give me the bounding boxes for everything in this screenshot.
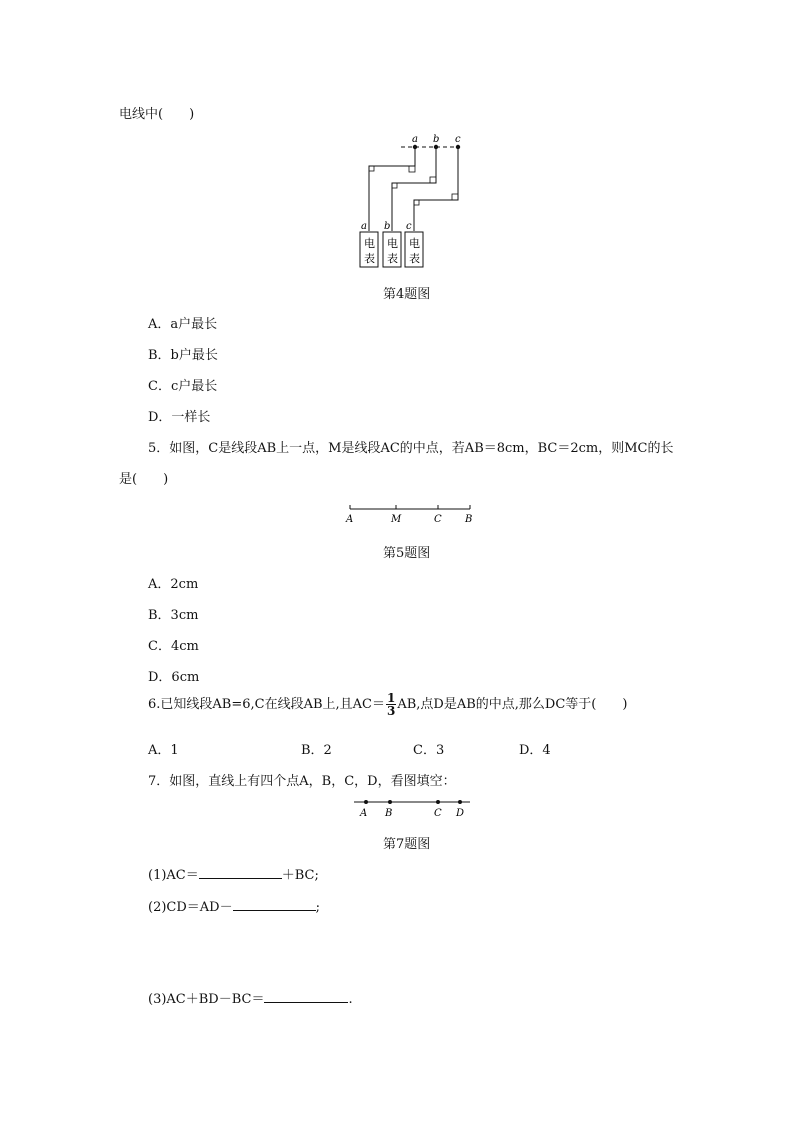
answer-blank-1[interactable] — [199, 864, 282, 879]
q6-stem — [148, 692, 627, 717]
point-label-B: B — [385, 808, 393, 819]
q4-option-b: B．b户最长 — [148, 348, 218, 363]
point-label-C: C — [434, 514, 442, 525]
q6-text-after: AB,点D是AB的中点,那么DC等于( ) — [397, 697, 628, 712]
meter-a-char1: 电 — [364, 237, 375, 250]
q5-stem-line1: 5．如图，C是线段AB上一点，M是线段AC的中点，若AB＝8cm，BC＝2cm，则MC的长 — [148, 441, 674, 456]
q5-option-c: C．4cm — [148, 639, 199, 654]
meter-b-char2: 表 — [387, 252, 398, 265]
label-top-b: b — [433, 134, 440, 145]
q6-option-c: C．3 — [413, 743, 445, 758]
q7-item3-prefix: (3)AC＋BD－BC＝ — [148, 992, 265, 1007]
answer-blank-2[interactable] — [233, 896, 316, 911]
figure-7-diagram — [350, 796, 475, 820]
figure-4-diagram — [355, 128, 475, 273]
label-top-c: c — [455, 134, 461, 145]
q7-item2-suffix: ; — [315, 900, 320, 915]
figure-4-caption: 第4题图 — [383, 287, 431, 302]
q4-option-a: A．a户最长 — [148, 317, 218, 332]
point-B — [388, 800, 392, 804]
q5-option-d: D．6cm — [148, 670, 200, 685]
label-meter-a: a — [361, 221, 367, 232]
q7-item-2 — [148, 896, 320, 915]
label-meter-c: c — [406, 221, 412, 232]
figure-7-caption: 第7题图 — [383, 837, 431, 852]
point-A — [364, 800, 368, 804]
point-label-A: A — [346, 514, 354, 525]
label-top-a: a — [412, 134, 418, 145]
q5-option-b: B．3cm — [148, 608, 199, 623]
question-4-stem-tail: 电线中( ) — [119, 107, 195, 122]
q7-item-3 — [148, 988, 353, 1007]
q4-option-c: C．c户最长 — [148, 379, 218, 394]
q5-option-a: A．2cm — [148, 577, 199, 592]
q7-item1-prefix: (1)AC＝ — [148, 868, 199, 883]
q6-option-b: B．2 — [301, 743, 332, 758]
q5-stem-line2: 是( ) — [119, 472, 169, 487]
q7-item3-suffix: . — [348, 992, 353, 1007]
q7-item-1 — [148, 864, 319, 883]
point-label-B: B — [465, 514, 473, 525]
meter-c-char1: 电 — [409, 237, 420, 250]
q6-fraction — [386, 692, 396, 717]
meter-a-char2: 表 — [364, 252, 375, 265]
q6-option-a: A．1 — [148, 743, 179, 758]
q7-item2-prefix: (2)CD＝AD－ — [148, 900, 233, 915]
meter-b-char1: 电 — [387, 237, 398, 250]
q7-stem: 7．如图，直线上有四个点A，B，C，D，看图填空： — [148, 774, 456, 789]
meter-c-char2: 表 — [409, 252, 420, 265]
fraction-numerator: 1 — [387, 691, 396, 705]
figure-5-diagram — [340, 500, 480, 526]
point-label-M: M — [391, 514, 402, 525]
q4-option-d: D．一样长 — [148, 410, 211, 425]
point-label-C: C — [434, 808, 442, 819]
point-C — [436, 800, 440, 804]
point-D — [458, 800, 462, 804]
figure-5-caption: 第5题图 — [383, 546, 431, 561]
answer-blank-3[interactable] — [264, 988, 348, 1003]
fraction-denominator: 3 — [387, 704, 396, 718]
q6-text-before: 6.已知线段AB=6,C在线段AB上,且AC＝ — [148, 697, 385, 712]
q7-item1-suffix: ＋BC; — [281, 868, 319, 883]
label-meter-b: b — [384, 221, 391, 232]
q6-option-d: D．4 — [519, 743, 551, 758]
point-label-A: A — [360, 808, 368, 819]
point-label-D: D — [456, 808, 465, 819]
